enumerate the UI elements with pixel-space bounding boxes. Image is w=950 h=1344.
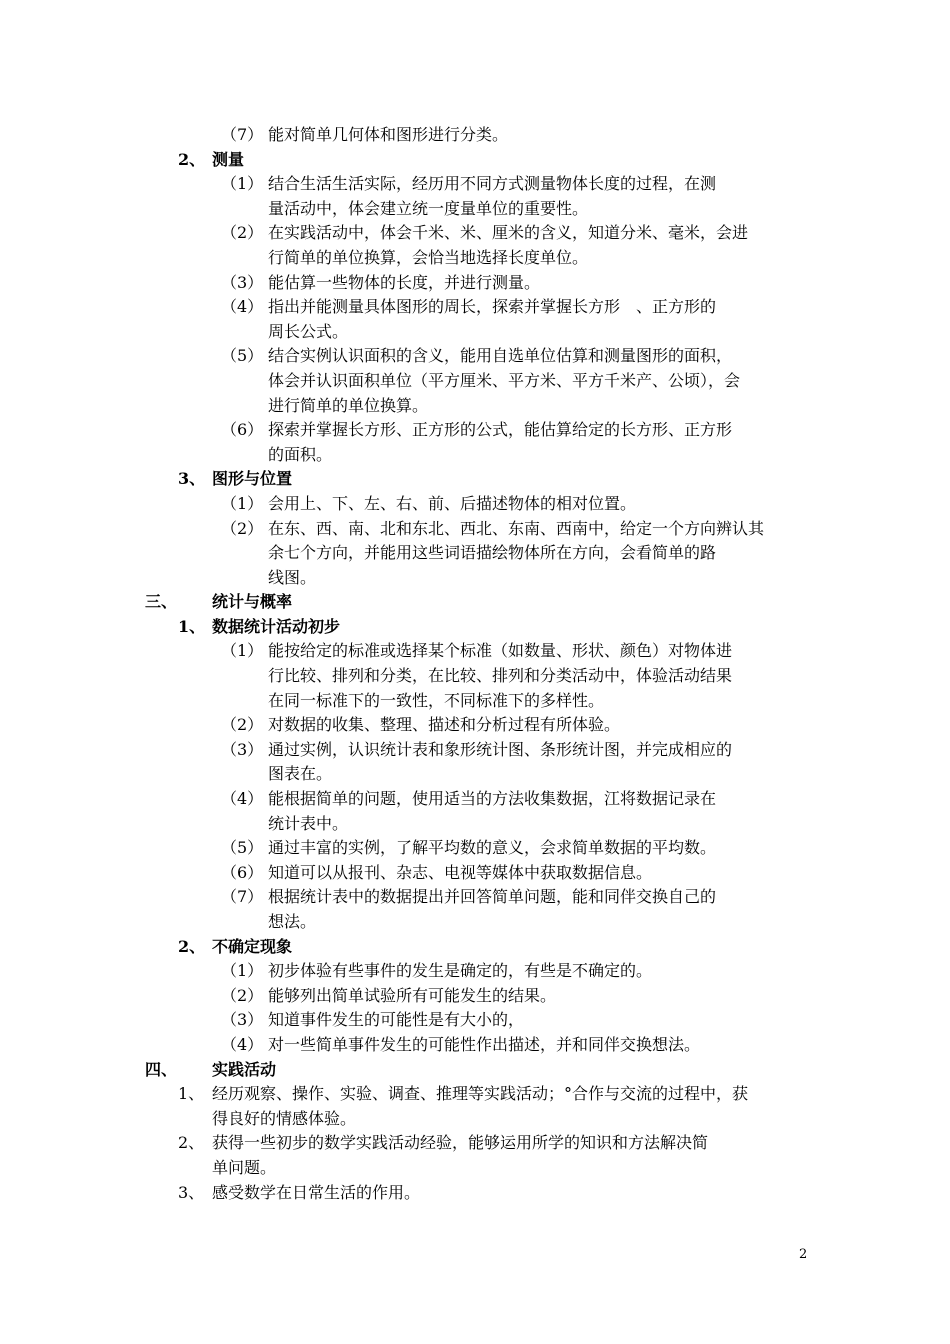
document-line xyxy=(0,394,950,419)
document-line xyxy=(0,541,950,566)
document-line xyxy=(0,443,950,468)
item-text: 行简单的单位换算，会恰当地选择长度单位。 xyxy=(268,247,589,267)
item-number: 2、 xyxy=(178,1133,205,1153)
item-number: 2、 xyxy=(178,149,206,169)
document-line xyxy=(0,369,950,394)
item-text: 探索并掌握长方形、正方形的公式，能估算给定的长方形、正方形 xyxy=(268,420,733,440)
item-text: 能够列出简单试验所有可能发生的结果。 xyxy=(268,985,557,1005)
document-line xyxy=(0,959,950,984)
item-text: 知道事件发生的可能性是有大小的， xyxy=(268,1010,525,1030)
section-heading: 测量 xyxy=(212,149,245,169)
item-text: 结合实例认识面积的含义，能用自选单位估算和测量图形的面积， xyxy=(268,346,733,366)
document-line xyxy=(0,984,950,1009)
item-text: 在实践活动中，体会千米、米、厘米的含义，知道分米、毫米，会进 xyxy=(268,223,749,243)
item-number: （2） xyxy=(221,223,264,243)
section-heading: 统计与概率 xyxy=(212,592,293,612)
item-text: 感受数学在日常生活的作用。 xyxy=(212,1182,421,1202)
document-line xyxy=(0,762,950,787)
document-body xyxy=(0,123,950,1205)
item-number: （2） xyxy=(221,518,264,538)
item-number: 四、 xyxy=(145,1059,178,1079)
item-text: 能对简单几何体和图形进行分类。 xyxy=(268,125,509,144)
item-text: 余七个方向，并能用这些词语描绘物体所在方向，会看简单的路 xyxy=(268,543,717,563)
item-number: （7） xyxy=(221,887,264,907)
document-line xyxy=(0,566,950,591)
item-text: 能估算一些物体的长度，并进行测量。 xyxy=(268,272,541,292)
item-number: （1） xyxy=(221,174,264,194)
document-line xyxy=(0,517,950,542)
document-line xyxy=(0,590,950,615)
item-text: 想法。 xyxy=(268,912,317,931)
item-text: 能按给定的标准或选择某个标准（如数量、形状、颜色）对物体进 xyxy=(268,641,733,661)
item-text: 根据统计表中的数据提出并回答简单问题，能和同伴交换自己的 xyxy=(268,887,717,907)
item-number: （1） xyxy=(221,961,264,981)
item-text: 统计表中。 xyxy=(268,813,349,833)
item-text: 体会并认识面积单位（平方厘米、平方米、平方千米产、公顷），会 xyxy=(268,370,741,390)
document-line xyxy=(0,492,950,517)
item-text: 能根据简单的问题，使用适当的方法收集数据，江将数据记录在 xyxy=(268,789,717,809)
item-number: 2、 xyxy=(178,936,206,956)
item-text: 获得一些初步的数学实践活动经验，能够运用所学的知识和方法解决简 xyxy=(212,1133,709,1153)
item-text: 会用上、下、左、右、前、后描述物体的相对位置。 xyxy=(268,493,637,513)
document-line xyxy=(0,295,950,320)
item-number: （3） xyxy=(221,272,264,292)
item-text: 单问题。 xyxy=(212,1157,277,1177)
document-line xyxy=(0,1058,950,1083)
document-line xyxy=(0,221,950,246)
document-line xyxy=(0,910,950,935)
item-text: 行比较、排列和分类，在比较、排列和分类活动中，体验活动结果 xyxy=(268,666,733,686)
item-text: 知道可以从报刊、杂志、电视等媒体中获取数据信息。 xyxy=(268,862,653,882)
item-text: 在东、西、南、北和东北、西北、东南、西南中，给定一个方向辨认其 xyxy=(268,518,765,538)
section-heading: 图形与位置 xyxy=(212,469,293,489)
item-text: 图表在。 xyxy=(268,764,333,784)
item-text: 通过丰富的实例，了解平均数的意义，会求简单数据的平均数。 xyxy=(268,838,717,858)
item-text: 结合生活生活实际，经历用不同方式测量物体长度的过程，在测 xyxy=(268,174,717,194)
document-line xyxy=(0,1008,950,1033)
document-line xyxy=(0,836,950,861)
item-number: （1） xyxy=(221,641,264,661)
item-number: （3） xyxy=(221,1010,264,1030)
document-line xyxy=(0,148,950,173)
document-line xyxy=(0,812,950,837)
document-line xyxy=(0,935,950,960)
document-line xyxy=(0,787,950,812)
document-line xyxy=(0,861,950,886)
item-number: 3、 xyxy=(178,469,206,489)
document-line xyxy=(0,1033,950,1058)
document-line xyxy=(0,615,950,640)
section-heading: 实践活动 xyxy=(212,1059,277,1079)
item-number: 三、 xyxy=(145,592,178,612)
document-line xyxy=(0,344,950,369)
document-line xyxy=(0,689,950,714)
item-text: 指出并能测量具体图形的周长，探索并掌握长方形 、正方形的 xyxy=(268,297,717,317)
document-line xyxy=(0,1181,950,1206)
item-number: 3、 xyxy=(178,1182,205,1202)
document-line xyxy=(0,123,950,148)
item-text: 对数据的收集、整理、描述和分析过程有所体验。 xyxy=(268,715,621,735)
document-line xyxy=(0,1156,950,1181)
item-number: （4） xyxy=(221,789,264,809)
item-text: 周长公式。 xyxy=(268,321,349,341)
section-heading: 不确定现象 xyxy=(212,936,293,956)
document-line xyxy=(0,418,950,443)
item-text: 的面积。 xyxy=(268,444,333,464)
document-line xyxy=(0,1107,950,1132)
item-text: 进行简单的单位换算。 xyxy=(268,395,429,415)
item-number: （1） xyxy=(221,493,264,513)
item-number: （5） xyxy=(221,346,264,366)
item-text: 通过实例，认识统计表和象形统计图、条形统计图，并完成相应的 xyxy=(268,739,733,759)
document-line xyxy=(0,738,950,763)
item-text: 线图。 xyxy=(268,567,317,587)
document-line xyxy=(0,664,950,689)
item-number: （6） xyxy=(221,862,264,882)
document-line xyxy=(0,467,950,492)
item-number: （3） xyxy=(221,739,264,759)
page-number: 2 xyxy=(799,1247,808,1262)
document-line xyxy=(0,320,950,345)
item-text: 对一些简单事件发生的可能性作出描述，并和同伴交换想法。 xyxy=(268,1034,701,1054)
document-line xyxy=(0,713,950,738)
document-line xyxy=(0,639,950,664)
item-number: （7） xyxy=(221,125,264,144)
item-text: 在同一标准下的一致性，不同标准下的多样性。 xyxy=(268,690,605,710)
document-line xyxy=(0,172,950,197)
document-line xyxy=(0,197,950,222)
document-line xyxy=(0,246,950,271)
item-number: （2） xyxy=(221,715,264,735)
item-number: （5） xyxy=(221,838,264,858)
item-text: 得良好的情感体验。 xyxy=(212,1108,357,1128)
item-number: （4） xyxy=(221,1034,264,1054)
document-line xyxy=(0,1131,950,1156)
item-text: 初步体验有些事件的发生是确定的，有些是不确定的。 xyxy=(268,961,653,981)
item-number: （4） xyxy=(221,297,264,317)
document-line xyxy=(0,885,950,910)
item-text: 经历观察、操作、实验、调查、推理等实践活动；°合作与交流的过程中，获 xyxy=(212,1084,749,1104)
document-line xyxy=(0,271,950,296)
document-line xyxy=(0,1082,950,1107)
section-heading: 数据统计活动初步 xyxy=(212,616,341,636)
item-number: （2） xyxy=(221,985,264,1005)
item-number: 1、 xyxy=(178,616,206,636)
item-number: 1、 xyxy=(178,1084,205,1104)
item-text: 量活动中，体会建立统一度量单位的重要性。 xyxy=(268,198,589,218)
item-number: （6） xyxy=(221,420,264,440)
